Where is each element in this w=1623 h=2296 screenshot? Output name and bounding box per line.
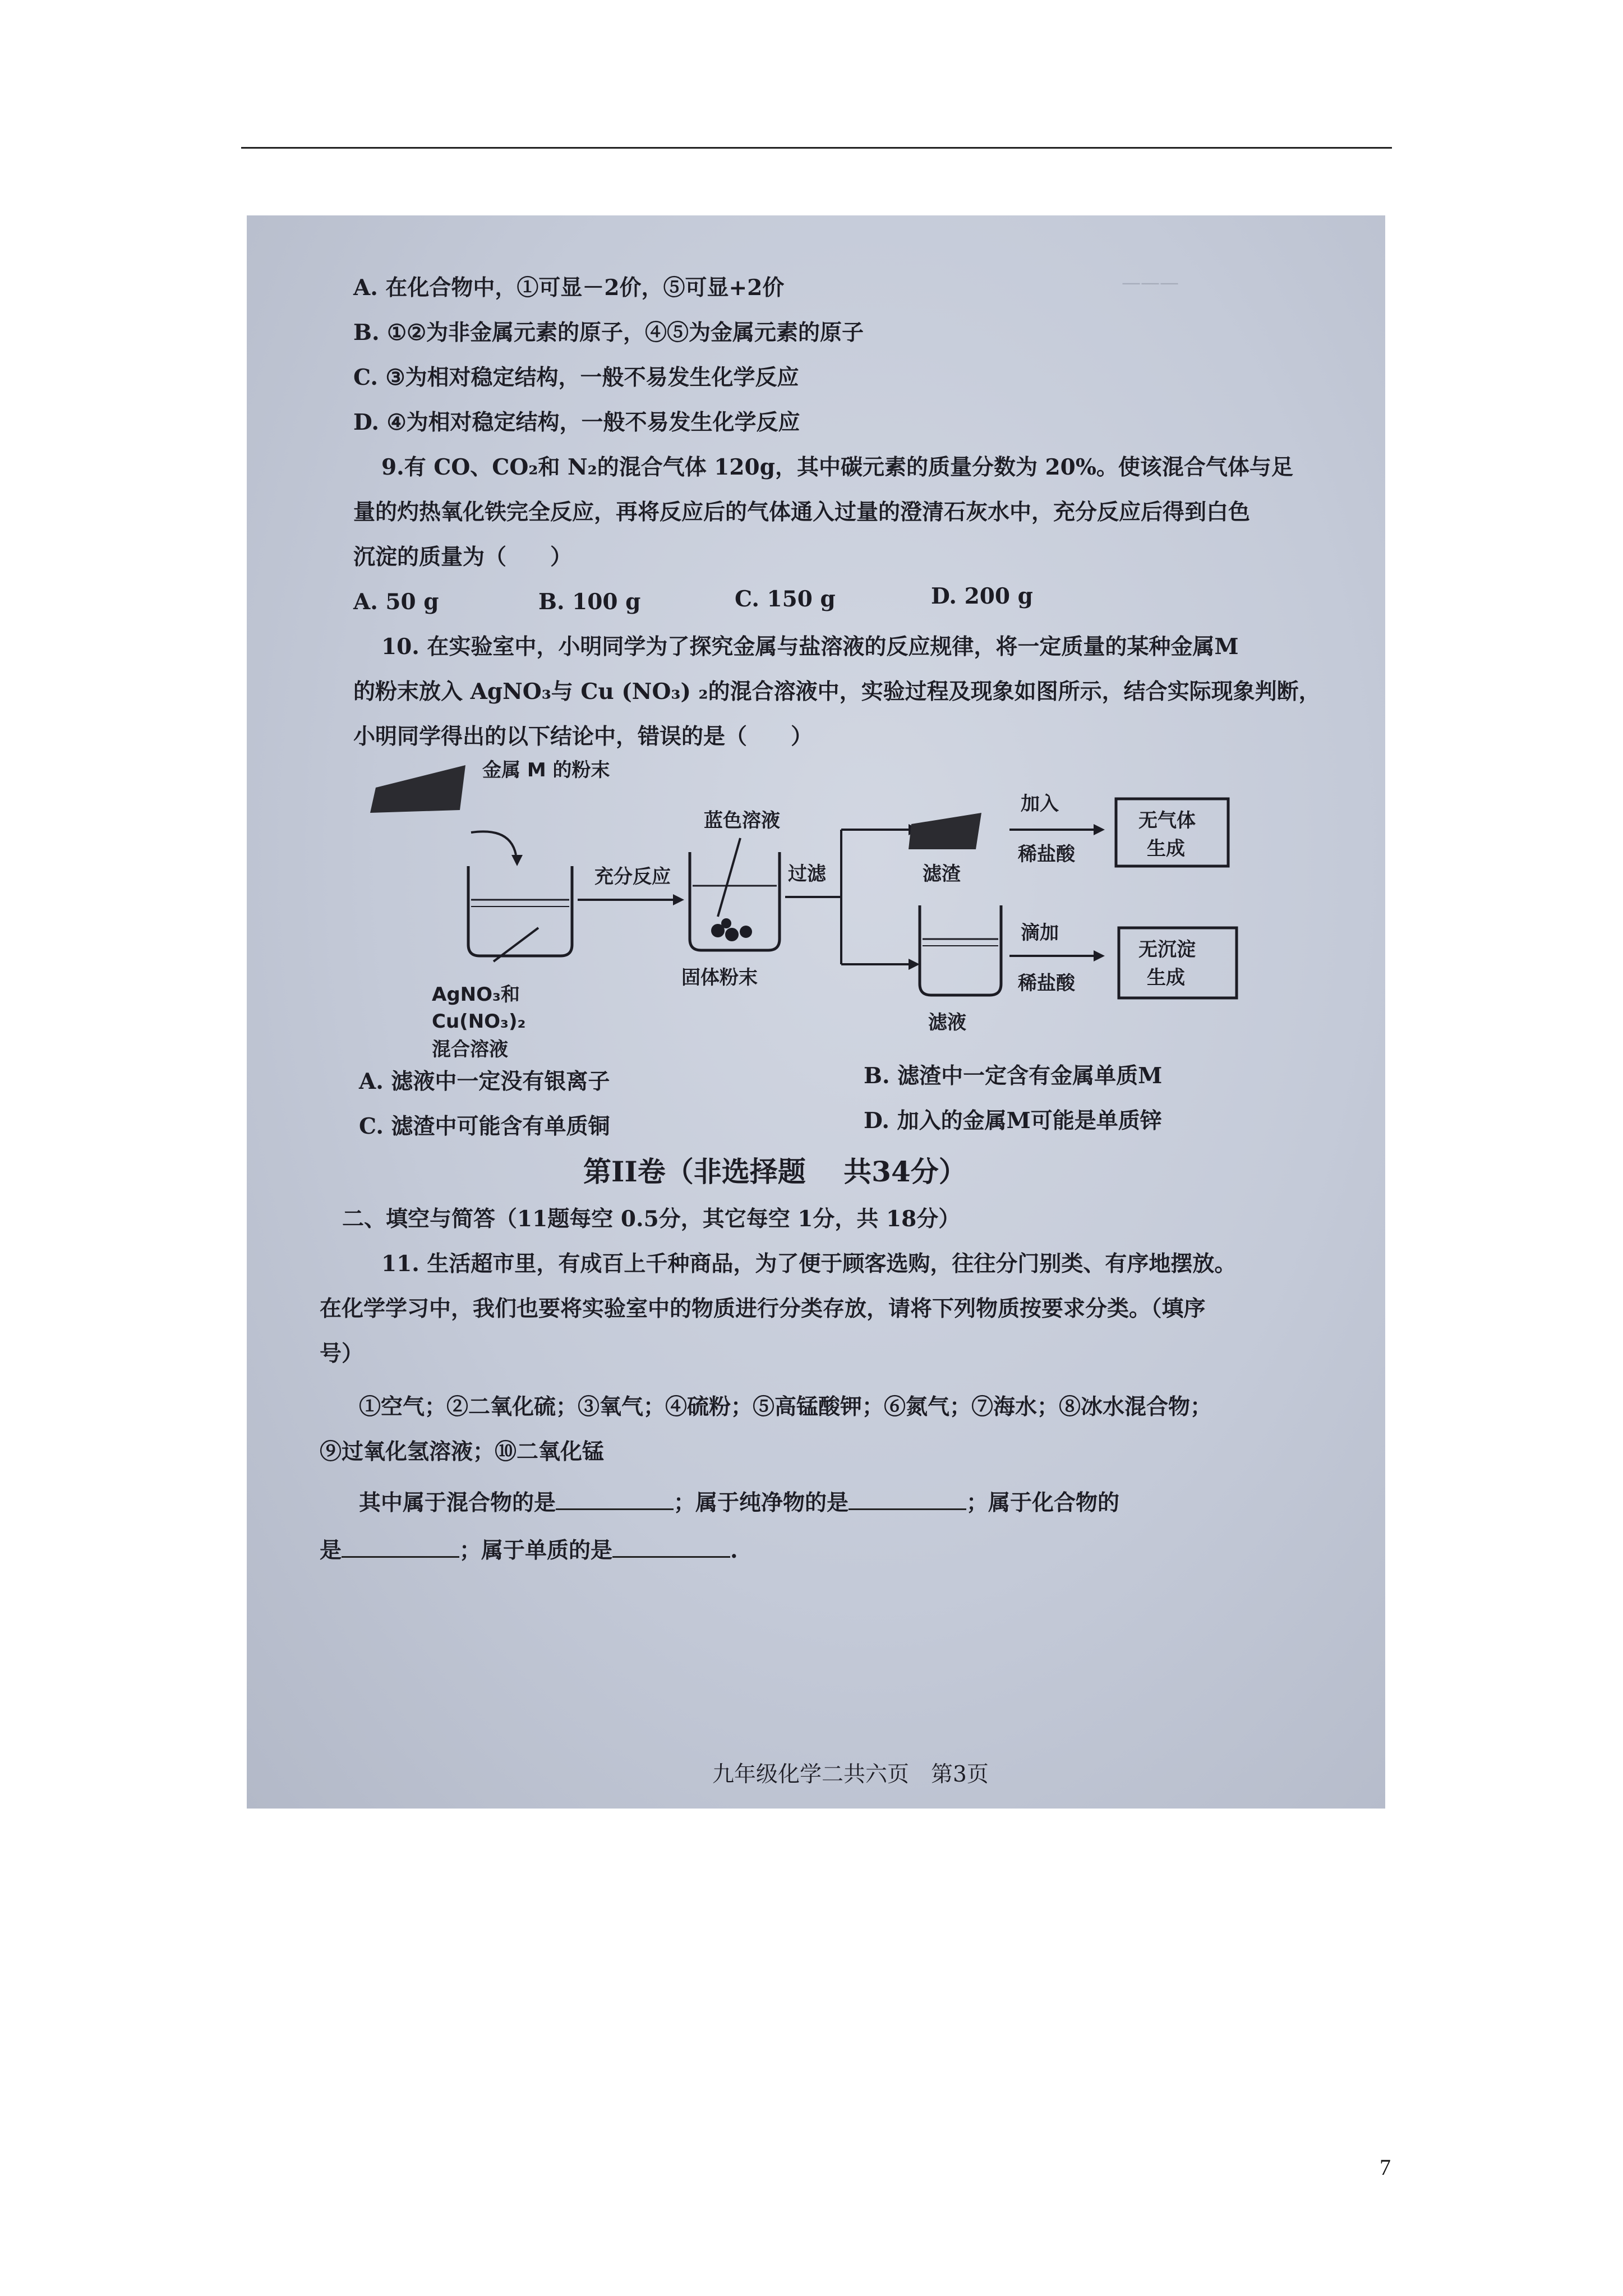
- no-ppt-label-2: 生成: [1147, 967, 1185, 989]
- q10-line-1: 10. 在实验室中，小明同学为了探究金属与盐溶液的反应规律，将一定质量的某种金属M: [381, 634, 1239, 660]
- q9-line-3: 沉淀的质量为（ ）: [353, 544, 573, 570]
- mixture-answer-blank[interactable]: [556, 1492, 674, 1510]
- q10-option-d: D. 加入的金属M可能是单质锌: [864, 1108, 1162, 1134]
- q11-blanks-row-2: [320, 1539, 738, 1562]
- beaker-3-icon: [920, 905, 1001, 995]
- q10-line-3: 小明同学得出的以下结论中，错误的是（ ）: [353, 724, 813, 749]
- q10-option-c: C. 滤渣中可能含有单质铜: [359, 1114, 610, 1139]
- bleed-through-text: ———: [1122, 272, 1179, 294]
- dilute-hcl-label-1: 稀盐酸: [1018, 843, 1075, 866]
- end-mark: .: [730, 1538, 738, 1563]
- mix-label-1: AgNO₃和: [432, 983, 520, 1006]
- residue-dish-icon: [909, 813, 981, 849]
- q11-line-2: 在化学学习中，我们也要将实验室中的物质进行分类存放，请将下列物质按要求分类。（填序: [320, 1296, 1206, 1322]
- mix-label-3: 混合溶液: [432, 1038, 508, 1061]
- no-ppt-label-1: 无沉淀: [1138, 938, 1196, 961]
- q11-line-3: 号）: [320, 1341, 364, 1366]
- q9-option-a: A. 50 g: [353, 589, 439, 615]
- part2-title: 第II卷（非选择题 共34分）: [583, 1155, 967, 1188]
- blue-solution-label: 蓝色溶液: [704, 809, 780, 832]
- pure-substance-answer-blank[interactable]: [849, 1492, 966, 1510]
- q11-line-5: ⑨过氧化氢溶液；⑩二氧化锰: [320, 1439, 605, 1465]
- blank-3-prefix: ；属于化合物的: [966, 1490, 1120, 1516]
- q10-option-b: B. 滤渣中一定含有金属单质M: [864, 1063, 1163, 1089]
- blank-2-prefix: ；属于纯净物的是: [674, 1490, 849, 1516]
- react-label: 充分反应: [594, 866, 671, 888]
- mix-label-2: Cu(NO₃)₂: [432, 1010, 526, 1033]
- q9-line-2: 量的灼热氧化铁完全反应，再将反应后的气体通入过量的澄清石灰水中，充分反应后得到白色: [353, 499, 1251, 525]
- metal-powder-label: 金属 M 的粉末: [482, 759, 610, 781]
- q8-option-a: A. 在化合物中，①可显－2价，⑤可显+2价: [353, 275, 785, 301]
- photo-footer: 九年级化学二共六页 第3页: [712, 1762, 989, 1787]
- solid-powder-label: 固体粉末: [681, 967, 758, 989]
- compound-answer-blank[interactable]: [342, 1539, 459, 1558]
- q8-option-d: D. ④为相对稳定结构，一般不易发生化学反应: [353, 409, 800, 435]
- dilute-hcl-label-2: 稀盐酸: [1018, 972, 1075, 995]
- q9-line-1: 9.有 CO、CO₂和 N₂的混合气体 120g，其中碳元素的质量分数为 20%。使该混合气体与足: [381, 454, 1293, 480]
- q8-option-b: B. ①②为非金属元素的原子，④⑤为金属元素的原子: [353, 320, 864, 346]
- filter-label: 过滤: [788, 863, 826, 885]
- blank-4-prefix: ；属于单质的是: [459, 1538, 613, 1563]
- powder-dish-icon: [370, 765, 465, 813]
- no-gas-label-1: 无气体: [1138, 809, 1196, 832]
- q11-line-1: 11. 生活超市里，有成百上千种商品，为了便于顾客选购，往往分门别类、有序地摆放。: [381, 1251, 1237, 1277]
- blank-3-cont: 是: [320, 1538, 342, 1563]
- q9-option-c: C. 150 g: [735, 586, 836, 612]
- q8-option-c: C. ③为相对稳定结构，一般不易发生化学反应: [353, 365, 799, 390]
- filtrate-label: 滤液: [928, 1011, 966, 1034]
- q11-line-4: ①空气；②二氧化硫；③氧气；④硫粉；⑤高锰酸钾；⑥氮气；⑦海水；⑧冰水混合物；: [359, 1394, 1212, 1420]
- q10-line-2: 的粉末放入 AgNO₃与 Cu (NO₃) ₂的混合溶液中，实验过程及现象如图所示，结合实际现象判断，: [353, 679, 1321, 705]
- q9-option-d: D. 200 g: [931, 583, 1033, 609]
- scanned-exam-photo: [247, 215, 1385, 1809]
- add-label-1: 加入: [1021, 793, 1059, 815]
- q9-option-b: B. 100 g: [538, 589, 641, 615]
- q11-blanks-row-1: [359, 1492, 1119, 1514]
- pour-arrowhead-icon: [511, 855, 523, 866]
- header-rule: [241, 147, 1392, 149]
- add-label-2: 滴加: [1021, 922, 1059, 944]
- residue-label: 滤渣: [923, 863, 961, 885]
- beaker-2-icon: [690, 838, 780, 950]
- page-number: 7: [1380, 2155, 1391, 2180]
- no-gas-label-2: 生成: [1147, 838, 1185, 860]
- element-answer-blank[interactable]: [612, 1539, 730, 1558]
- section2-heading: 二、填空与简答（11题每空 0.5分，其它每空 1分，共 18分）: [342, 1206, 961, 1232]
- experiment-diagram: [247, 215, 1385, 1061]
- blank-1-prefix: 其中属于混合物的是: [359, 1490, 556, 1516]
- beaker-1-icon: [468, 866, 572, 961]
- pour-arrow-icon: [471, 831, 516, 855]
- q10-option-a: A. 滤液中一定没有银离子: [359, 1069, 610, 1094]
